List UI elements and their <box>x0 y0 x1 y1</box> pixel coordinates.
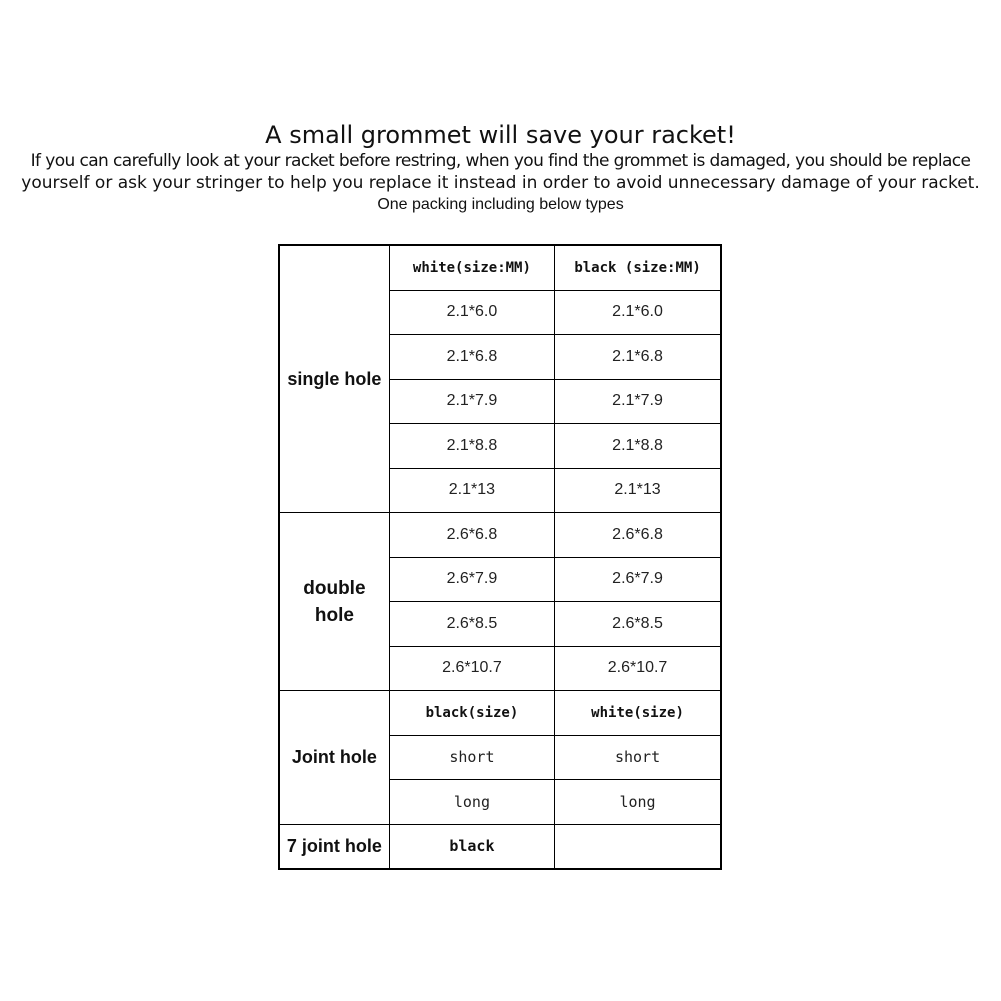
table-cell: 2.1*8.8 <box>389 424 554 469</box>
page-heading: A small grommet will save your racket! <box>265 121 736 149</box>
group-label-double-hole <box>279 513 389 691</box>
table-cell: 2.1*7.9 <box>389 379 554 424</box>
table-cell: 2.1*6.8 <box>555 335 721 380</box>
table-cell: 2.6*10.7 <box>389 646 554 691</box>
table-cell: 2.1*6.8 <box>389 335 554 380</box>
group-label-line: double <box>303 577 366 599</box>
column-header: white(size:MM) <box>389 245 554 290</box>
table-cell: short <box>389 735 554 780</box>
grommet-size-table <box>278 244 722 870</box>
table-cell: 2.1*13 <box>389 468 554 513</box>
intro-line-1: If you can carefully look at your racket before restring, when you find the grommet is damaged, you should be replace <box>30 151 971 171</box>
table-cell: 2.1*6.0 <box>555 290 721 335</box>
group-label-single-hole: single hole <box>279 245 389 513</box>
group-label-line: hole <box>314 604 354 626</box>
table-cell: 2.1*6.0 <box>389 290 554 335</box>
group-label-7-joint-hole: 7 joint hole <box>279 824 389 869</box>
table-cell: 2.6*7.9 <box>555 557 721 602</box>
column-header: black(size) <box>389 691 554 736</box>
table-row <box>279 245 721 290</box>
table-row <box>279 513 721 558</box>
table-cell: 2.1*7.9 <box>555 379 721 424</box>
table-cell: 2.6*7.9 <box>389 557 554 602</box>
table-cell: 2.6*6.8 <box>555 513 721 558</box>
table-row <box>279 691 721 736</box>
table-cell: black <box>389 824 554 869</box>
table-cell: 2.6*8.5 <box>389 602 554 647</box>
packing-note: One packing including below types <box>377 196 624 213</box>
intro-line-2: yourself or ask your stringer to help you replace it instead in order to avoid unnecessary damage of your racket. <box>21 173 980 193</box>
table-cell: long <box>555 780 721 825</box>
column-header: white(size) <box>555 691 721 736</box>
table-cell: 2.6*8.5 <box>555 602 721 647</box>
table-row <box>279 824 721 869</box>
group-label-joint-hole: Joint hole <box>279 691 389 825</box>
table-cell: 2.1*13 <box>555 468 721 513</box>
table-cell: 2.1*8.8 <box>555 424 721 469</box>
table-cell: short <box>555 735 721 780</box>
table-cell: 2.6*6.8 <box>389 513 554 558</box>
table-cell-empty <box>555 824 721 869</box>
table-cell: 2.6*10.7 <box>555 646 721 691</box>
column-header: black (size:MM) <box>555 245 721 290</box>
table-cell: long <box>389 780 554 825</box>
intro-text <box>0 150 1001 194</box>
